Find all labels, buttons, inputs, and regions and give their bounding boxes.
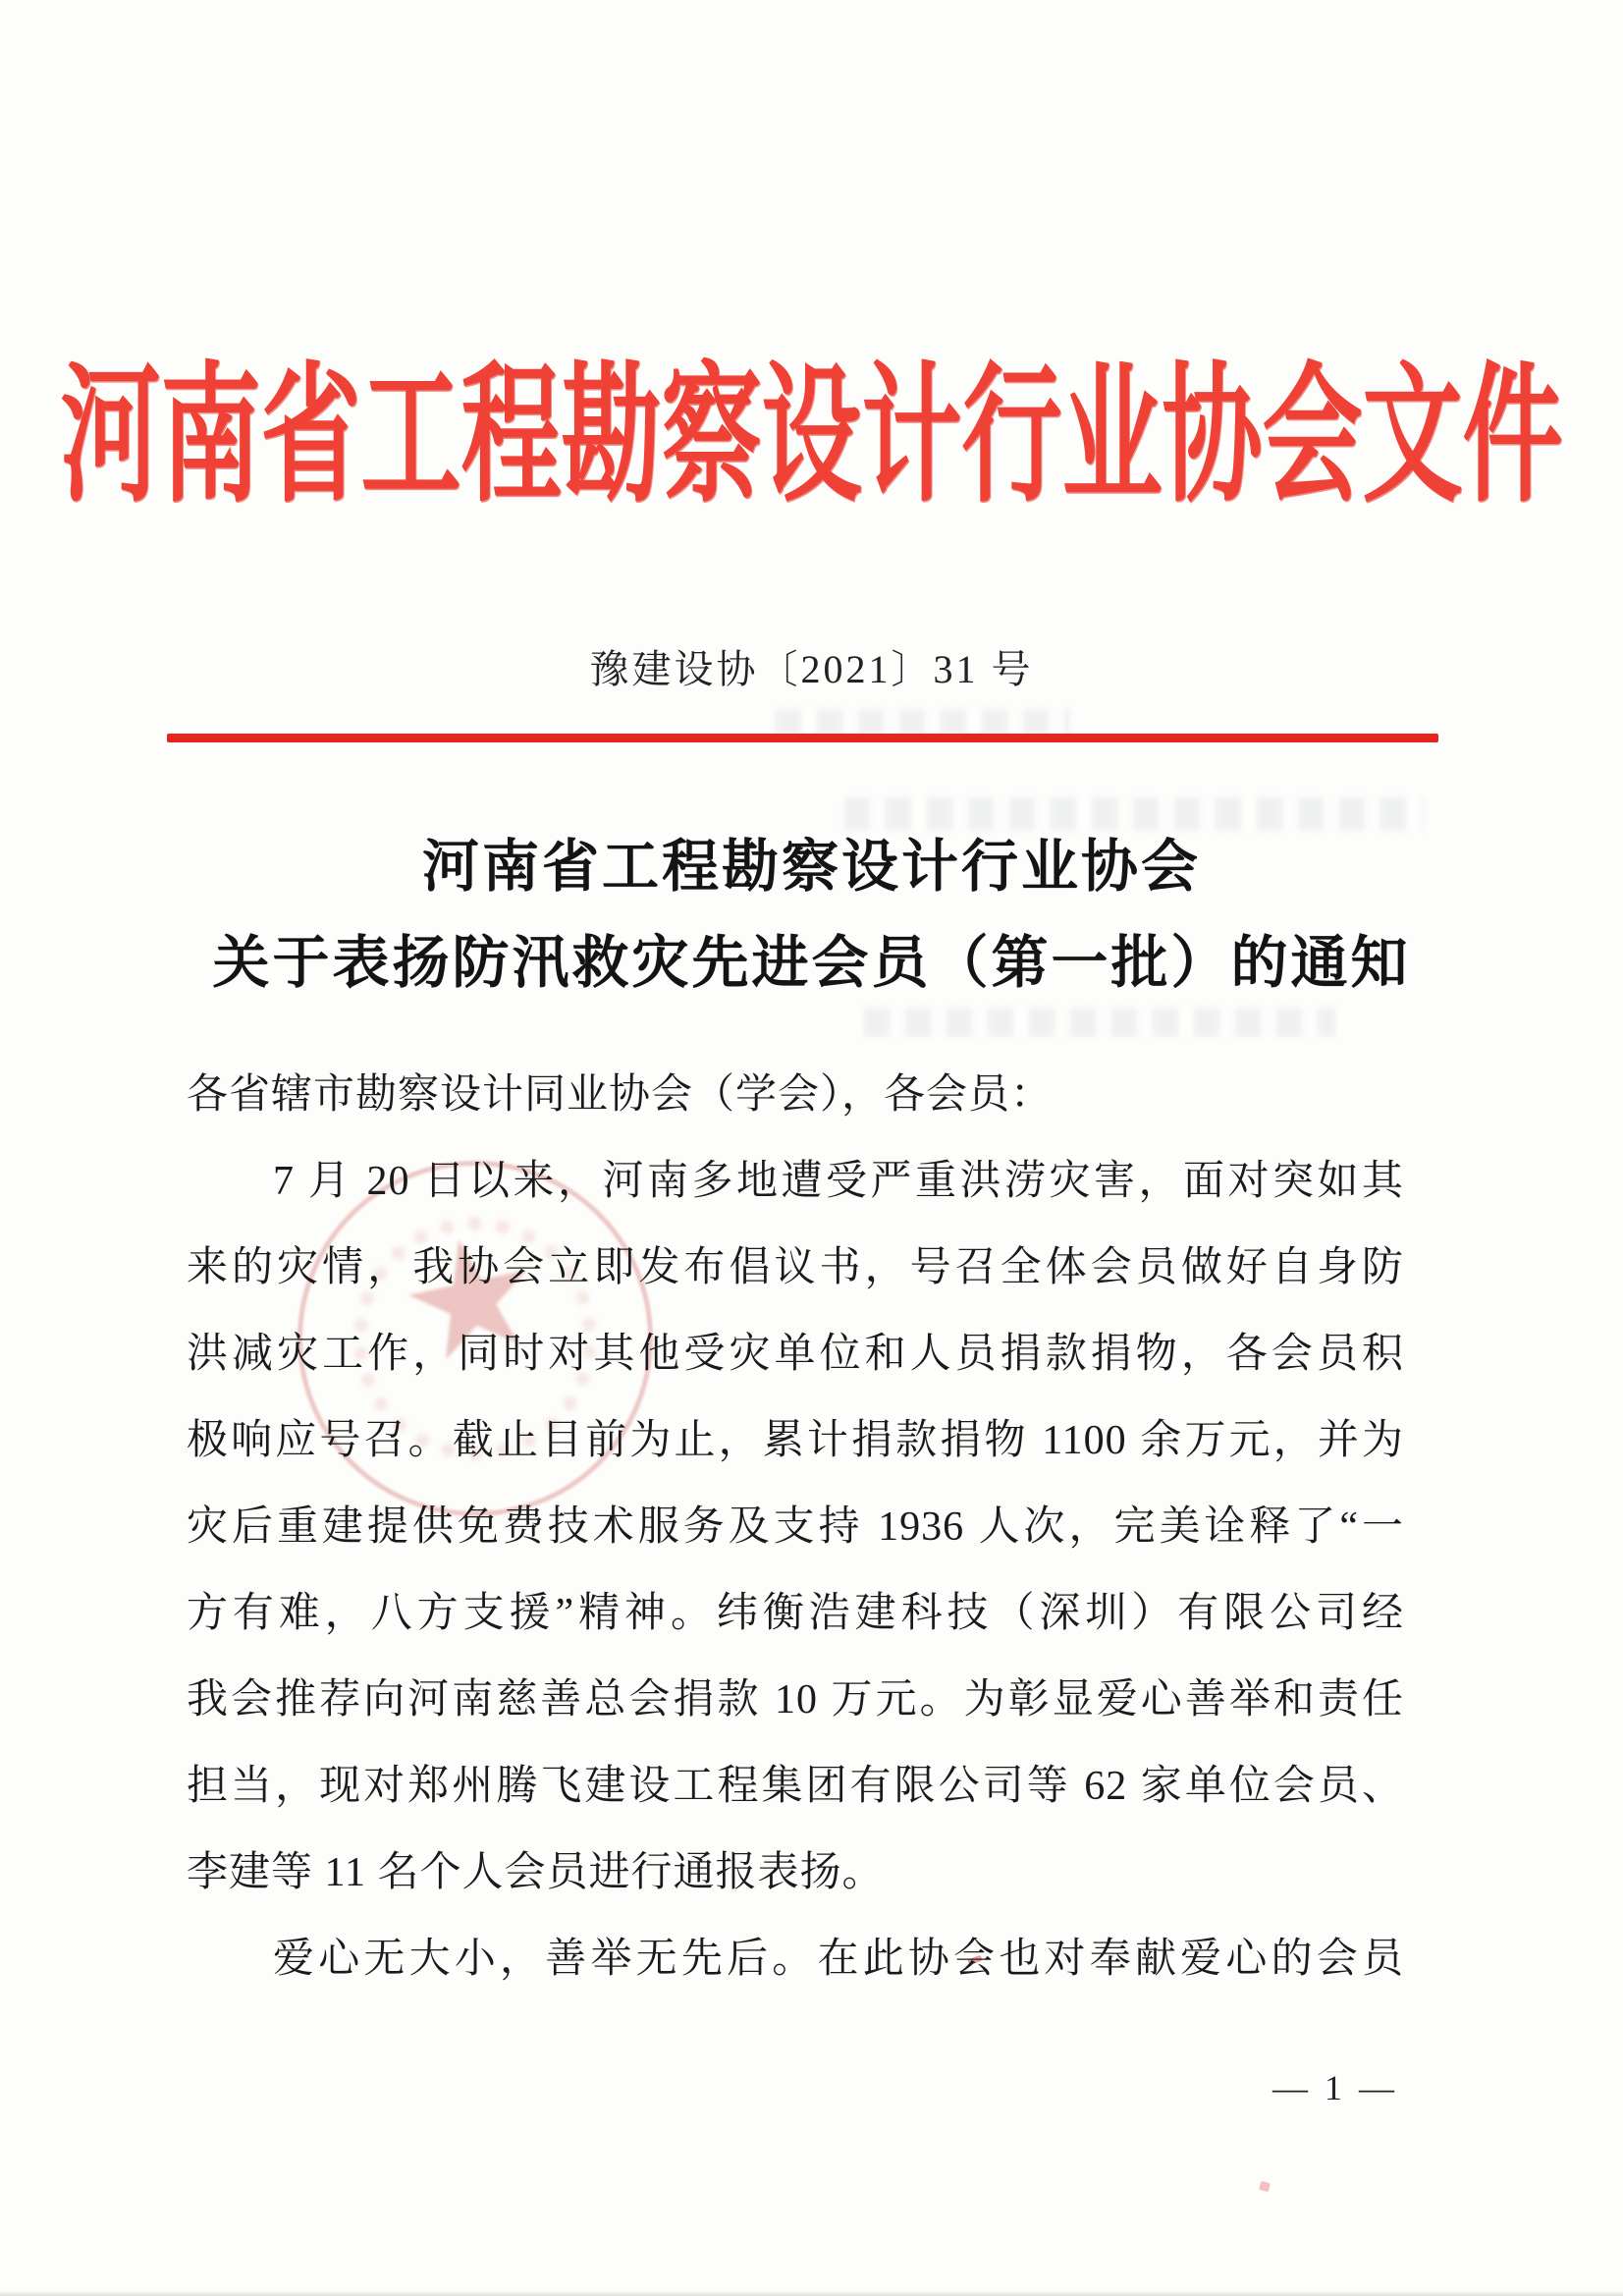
red-ink-speck — [1259, 2181, 1271, 2192]
notice-title — [0, 830, 1623, 1022]
notice-title-line1: 河南省工程勘察设计行业协会 — [421, 835, 1201, 899]
bleedthrough-smudge — [776, 709, 1070, 735]
letterhead-title: 河南省工程勘察设计行业协会文件 — [60, 355, 1563, 521]
body-line: 李建等 11 名个人会员进行通报表扬。 — [187, 1850, 885, 1895]
page-number: — 1 — — [1272, 2068, 1398, 2107]
bleedthrough-smudge — [844, 797, 1424, 831]
body-line: 来的灾情，我协会立即发布倡议书，号召全体会员做好自身防 — [187, 1245, 1404, 1290]
body-line: 各省辖市勘察设计同业协会（学会），各会员： — [187, 1072, 1054, 1118]
body-line: 爱心无大小，善举无先后。在此协会也对奉献爱心的会员 — [273, 1937, 1404, 1982]
body-line: 7 月 20 日以来，河南多地遭受严重洪涝灾害，面对突如其 — [273, 1159, 1404, 1204]
body-line: 洪减灾工作，同时对其他受灾单位和人员捐款捐物，各会员积 — [187, 1332, 1404, 1377]
red-divider-line — [167, 734, 1438, 742]
body-line: 灾后重建提供免费技术服务及支持 1936 人次，完美诠释了“一 — [187, 1504, 1404, 1550]
document-body — [187, 1066, 1404, 2016]
scan-bottom-edge — [0, 2291, 1623, 2296]
body-line: 方有难，八方支援”精神。纬衡浩建科技（深圳）有限公司经 — [187, 1591, 1404, 1636]
star-icon: ★ — [383, 1193, 560, 1402]
notice-title-line2: 关于表扬防汛救灾先进会员（第一批）的通知 — [212, 931, 1411, 995]
body-line: 我会推荐向河南慈善总会捐款 10 万元。为彰显爱心善举和责任 — [187, 1677, 1404, 1722]
document-number: 豫建设协〔2021〕31 号 — [589, 647, 1034, 691]
body-line: 极响应号召。截止目前为止，累计捐款捐物 1100 余万元，并为 — [187, 1418, 1404, 1463]
body-line: 担当，现对郑州腾飞建设工程集团有限公司等 62 家单位会员、 — [187, 1764, 1404, 1809]
